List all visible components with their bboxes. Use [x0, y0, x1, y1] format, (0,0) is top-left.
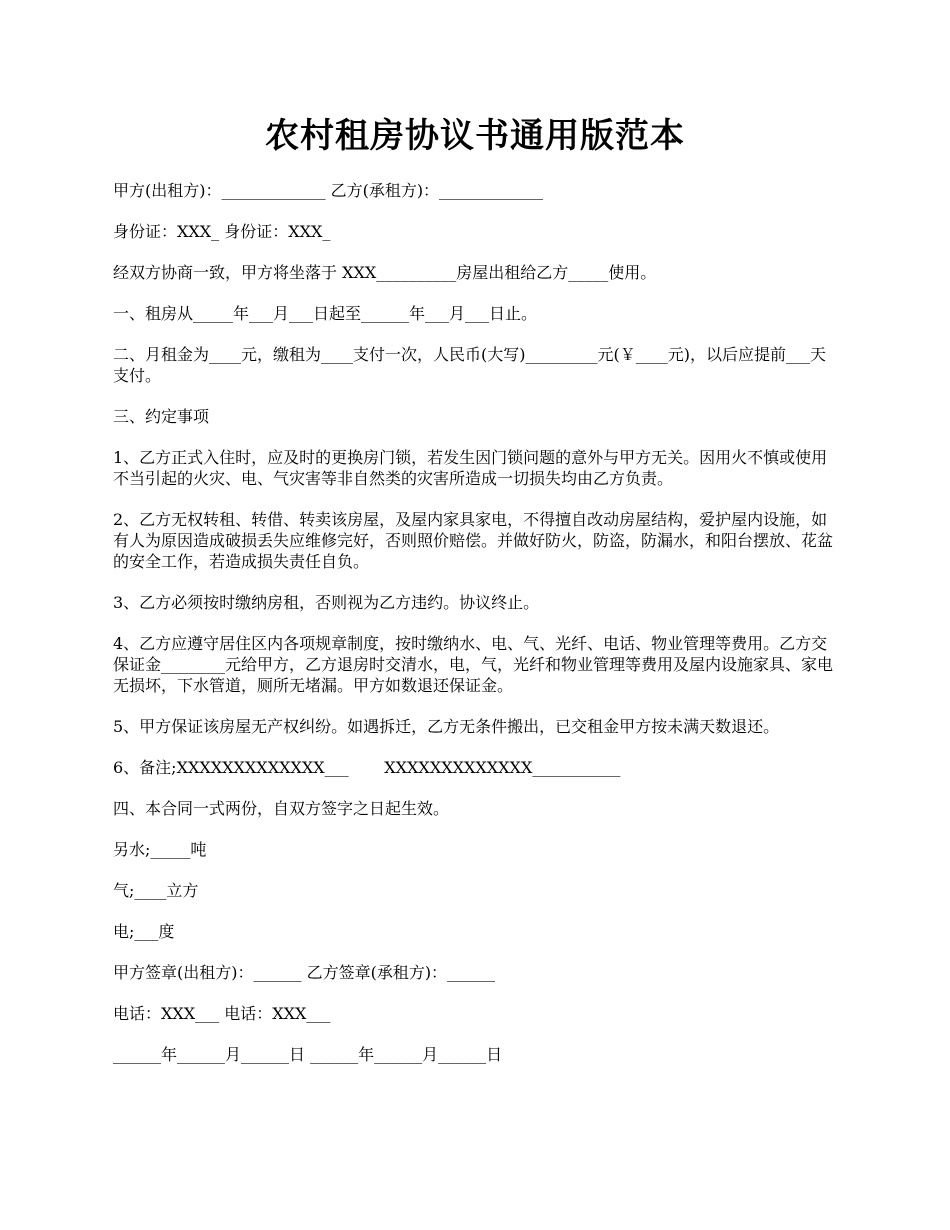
term-item-2: 2、乙方无权转租、转借、转卖该房屋，及屋内家具家电，不得擅自改动房屋结构，爱护屋内设施，如有人为原因造成破损丢失应维修完好，否则照价赔偿。并做好防火，防盗，防漏水，和阳台摆放、花盆的安全工作，若造成损失责任自负。	[113, 510, 834, 571]
date-line: ______年______月______日 ______年______月______日	[113, 1045, 503, 1064]
document-body	[113, 180, 838, 1085]
term-item-5: 5、甲方保证该房屋无产权纠纷。如遇拆迁，乙方无条件搬出，已交租金甲方按未满天数退还。	[113, 717, 780, 736]
document-title: 农村租房协议书通用版范本	[265, 116, 685, 156]
gas-reading: 气;____立方	[113, 881, 199, 900]
section-heading-terms: 三、约定事项	[113, 407, 210, 426]
parties-line: 甲方(出租方)：_____________ 乙方(承租方)：_____________	[113, 181, 544, 200]
phone-line: 电话：XXX___ 电话：XXX___	[113, 1004, 331, 1023]
clause-effective: 四、本合同一式两份，自双方签字之日起生效。	[113, 799, 450, 818]
clause-rent: 二、月租金为____元，缴租为____支付一次，人民币(大写)_________元(￥____元)，以后应提前___天支付。	[113, 345, 826, 385]
term-item-6-remarks: 6、备注;XXXXXXXXXXXXX___ XXXXXXXXXXXXX___________	[113, 758, 621, 777]
term-item-1: 1、乙方正式入住时，应及时的更换房门锁，若发生因门锁问题的意外与甲方无关。因用火不慎或使用不当引起的火灾、电、气灾害等非自然类的灾害所造成一切损失均由乙方负责。	[113, 448, 828, 488]
clause-lease-term: 一、租房从_____年___月___日起至______年___月___日止。	[113, 304, 538, 323]
term-item-4: 4、乙方应遵守居住区内各项规章制度，按时缴纳水、电、气、光纤、电话、物业管理等费用。乙方交保证金________元给甲方，乙方退房时交清水，电，气，光纤和物业管理等费用及屋内设施家具、家电无损坏，下水管道，厕所无堵漏。甲方如数退还保证金。	[113, 634, 834, 695]
id-card-line: 身份证：XXX_ 身份证：XXX_	[113, 222, 331, 241]
signature-line: 甲方签章(出租方)：______ 乙方签章(承租方)：______	[113, 963, 496, 982]
water-reading: 另水;_____吨	[113, 840, 207, 859]
agreement-intro: 经双方协商一致，甲方将坐落于 XXX__________房屋出租给乙方_____使用。	[113, 263, 657, 282]
term-item-3: 3、乙方必须按时缴纳房租，否则视为乙方违约。协议终止。	[113, 593, 540, 612]
electricity-reading: 电;___度	[113, 922, 175, 941]
